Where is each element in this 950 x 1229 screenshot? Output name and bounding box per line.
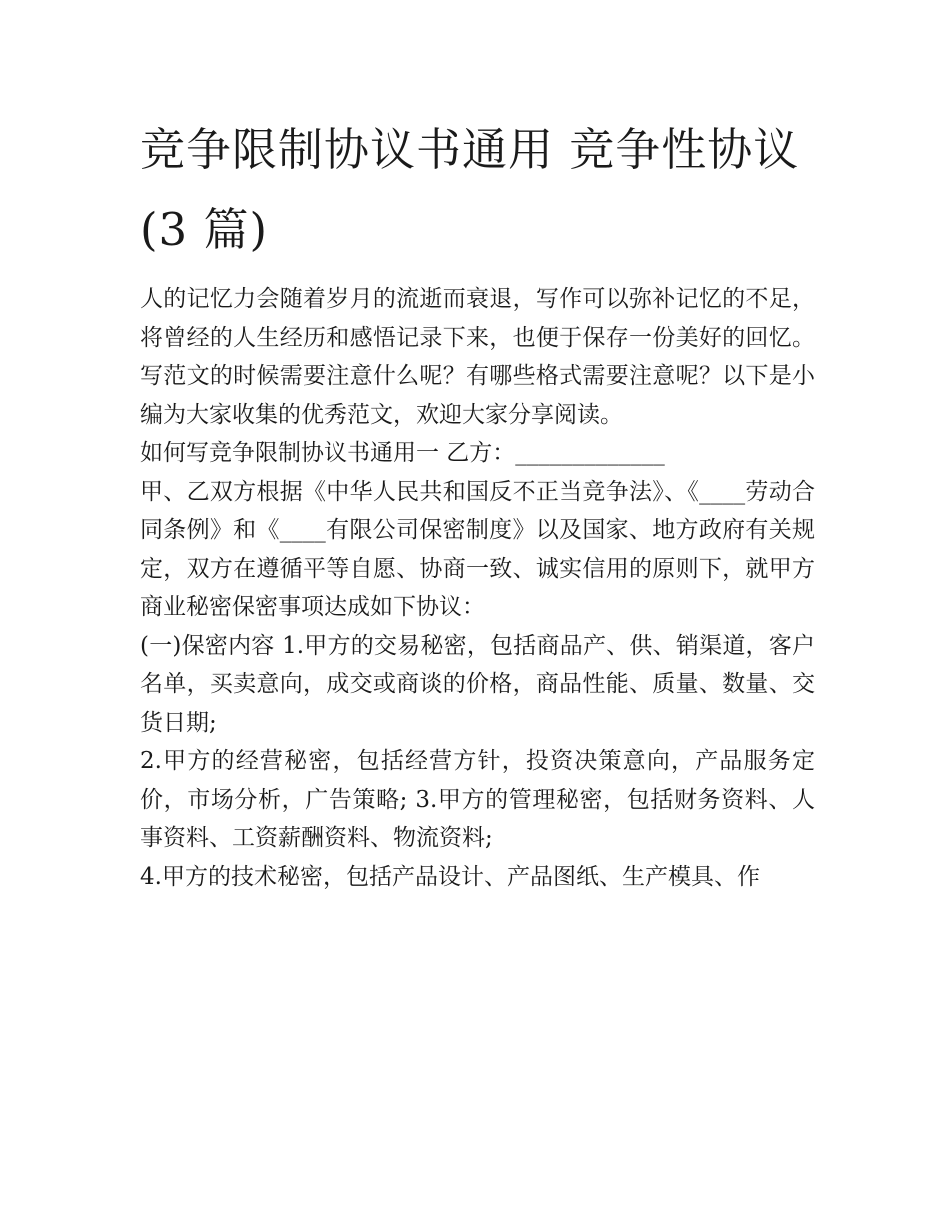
paragraph-heading-party: 如何写竞争限制协议书通用一 乙方：_____________	[140, 440, 665, 466]
paragraph-intro: 人的记忆力会随着岁月的流逝而衰退，写作可以弥补记忆的不足，将曾经的人生经历和感悟记录下来，也便于保存一份美好的回忆。写范文的时候需要注意什么呢？有哪些格式需要注意呢？以下是小编为大家收集的优秀范文，欢迎大家分享阅读。	[140, 286, 815, 428]
document-title: 竞争限制协议书通用 竞争性协议(3 篇)	[140, 123, 800, 256]
paragraph-clause-1: (一)保密内容 1.甲方的交易秘密，包括商品产、供、销渠道，客户名单，买卖意向，成交或商谈的价格，商品性能、质量、数量、交货日期;	[140, 632, 815, 736]
paragraph-clause-4: 4.甲方的技术秘密，包括产品设计、产品图纸、生产模具、作	[140, 863, 760, 890]
paragraph-clause-2-3: 2.甲方的经营秘密，包括经营方针，投资决策意向，产品服务定价，市场分析，广告策略; 3.甲方的管理秘密，包括财务资料、人事资料、工资薪酬资料、物流资料;	[140, 748, 815, 851]
paragraph-agreement-basis: 甲、乙双方根据《中华人民共和国反不正当竞争法》、《____劳动合同条例》和《____有限公司保密制度》以及国家、地方政府有关规定，双方在遵循平等自愿、协商一致、诚实信用的原则下，就甲方商业秘密保密事项达成如下协议：	[140, 478, 815, 620]
document-page	[140, 110, 815, 896]
